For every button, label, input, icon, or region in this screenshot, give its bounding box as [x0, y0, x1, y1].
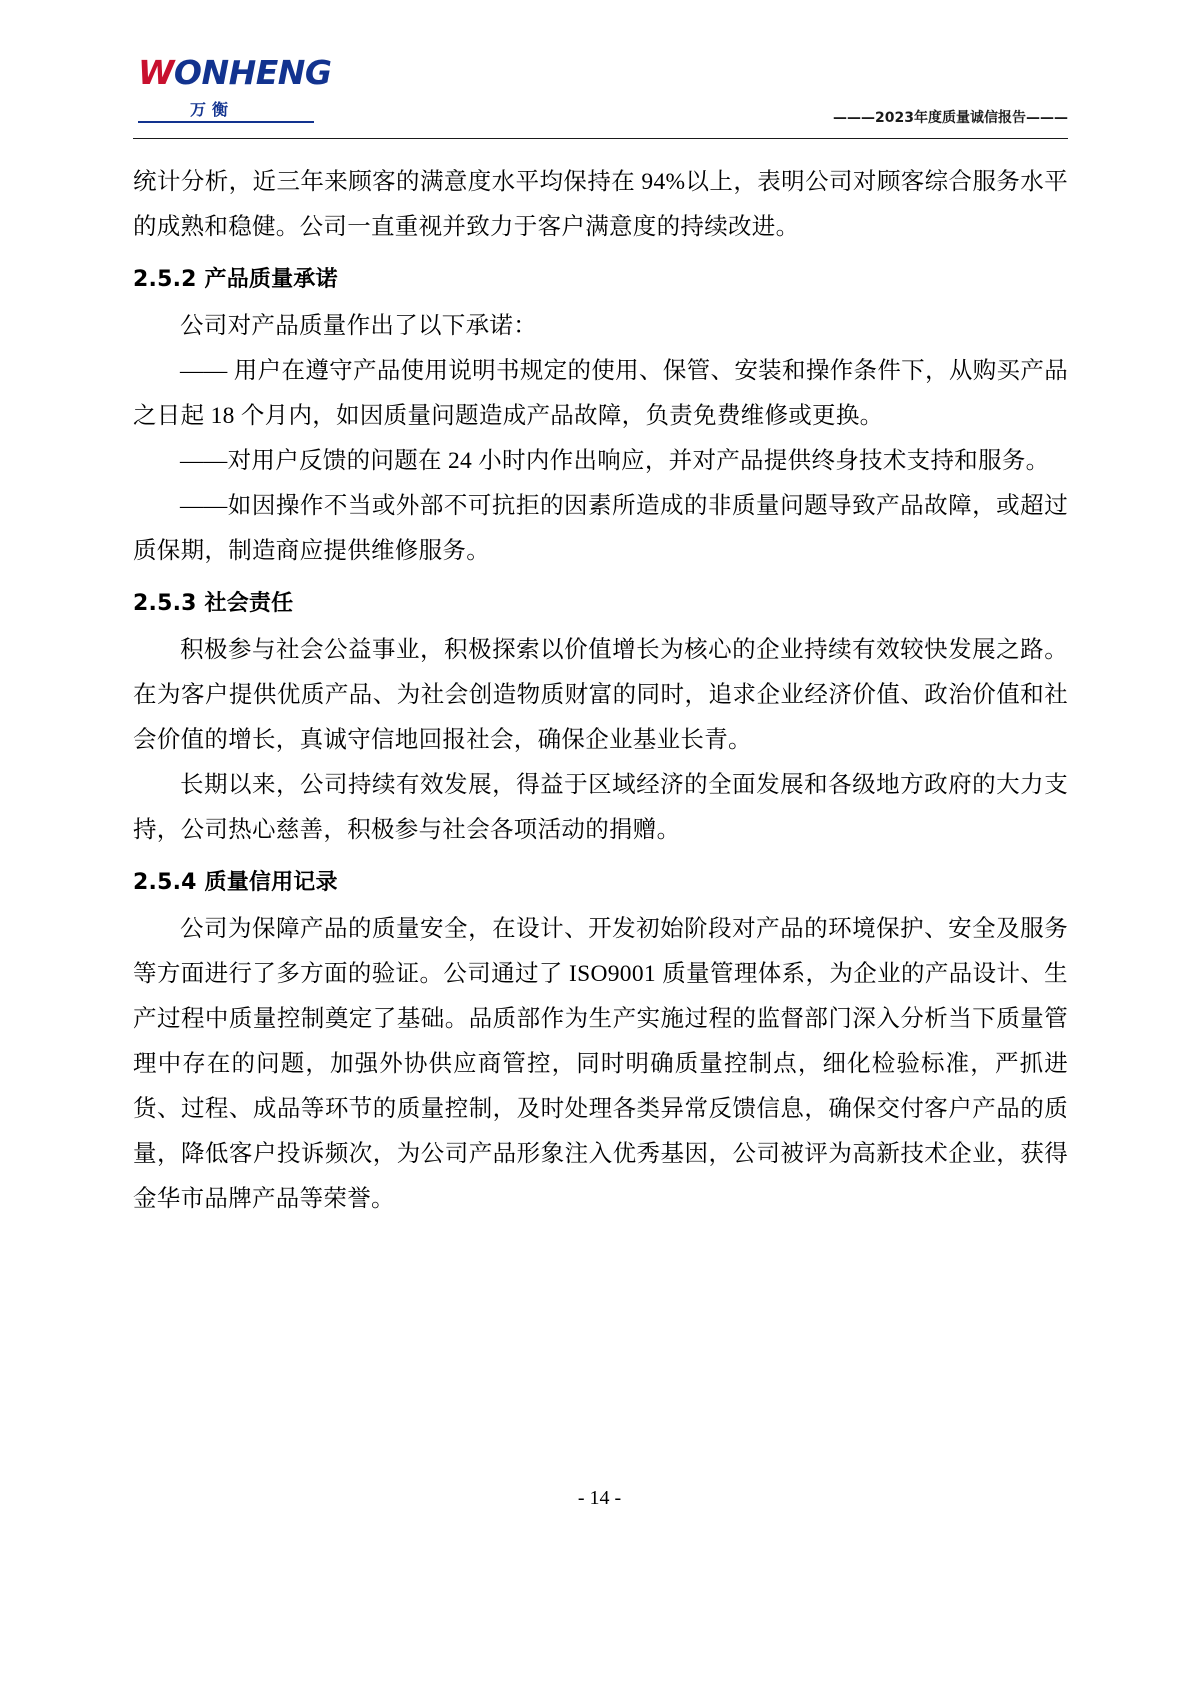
- header-divider: [133, 138, 1068, 139]
- paragraph-social-responsibility-1: 积极参与社会公益事业，积极探索以价值增长为核心的企业持续有效较快发展之路。在为客户提供优质产品、为社会创造物质财富的同时，追求企业经济价值、政治价值和社会价值的增长，真诚守信地回报社会，确保企业基业长青。: [133, 637, 1068, 753]
- page-header: [133, 55, 1068, 145]
- paragraph-commitment-intro: 公司对产品质量作出了以下承诺：: [180, 313, 537, 339]
- logo-wordmark: [138, 53, 332, 92]
- paragraph-satisfaction-summary: 统计分析，近三年来顾客的满意度水平均保持在 94%以上，表明公司对顾客综合服务水平的成熟和稳健。公司一直重视并致力于客户满意度的持续改进。: [133, 169, 1068, 240]
- paragraph-social-responsibility-2: 长期以来，公司持续有效发展，得益于区域经济的全面发展和各级地方政府的大力支持，公司热心慈善，积极参与社会各项活动的捐赠。: [133, 772, 1068, 843]
- document-body: [133, 160, 1068, 1222]
- company-logo: [138, 53, 332, 127]
- logo-underline: [138, 121, 314, 123]
- running-title: ———2023年度质量诚信报告———: [833, 110, 1068, 126]
- heading-2-5-4: 2.5.4 质量信用记录: [133, 870, 338, 895]
- logo-initial: W: [138, 53, 174, 92]
- heading-2-5-2: 2.5.2 产品质量承诺: [133, 267, 338, 292]
- paragraph-commitment-item-3: ——如因操作不当或外部不可抗拒的因素所造成的非质量问题导致产品故障，或超过质保期，制造商应提供维修服务。: [133, 493, 1068, 564]
- paragraph-quality-credit-record: 公司为保障产品的质量安全，在设计、开发初始阶段对产品的环境保护、安全及服务等方面进行了多方面的验证。公司通过了 ISO9001 质量管理体系，为企业的产品设计、生产过程中质量控制奠定了基础。品质部作为生产实施过程的监督部门深入分析当下质量管理中存在的问题，加强外协供应商管控，同时明确质量控制点，细化检验标准，严抓进货、过程、成品等环节的质量控制，及时处理各类异常反馈信息，确保交付客户产品的质量，降低客户投诉频次，为公司产品形象注入优秀基因，公司被评为高新技术企业，获得金华市品牌产品等荣誉。: [133, 916, 1068, 1212]
- logo-wordmark-rest: ONHENG: [173, 53, 332, 92]
- logo-chinese-name: 万衡: [190, 100, 235, 119]
- paragraph-commitment-item-2: ——对用户反馈的问题在 24 小时内作出响应，并对产品提供终身技术支持和服务。: [180, 448, 1050, 474]
- heading-2-5-3: 2.5.3 社会责任: [133, 591, 294, 616]
- page-number: - 14 -: [577, 1487, 622, 1509]
- page-footer: [0, 1487, 1199, 1510]
- paragraph-commitment-item-1: —— 用户在遵守产品使用说明书规定的使用、保管、安装和操作条件下，从购买产品之日起 18 个月内，如因质量问题造成产品故障，负责免费维修或更换。: [133, 358, 1068, 429]
